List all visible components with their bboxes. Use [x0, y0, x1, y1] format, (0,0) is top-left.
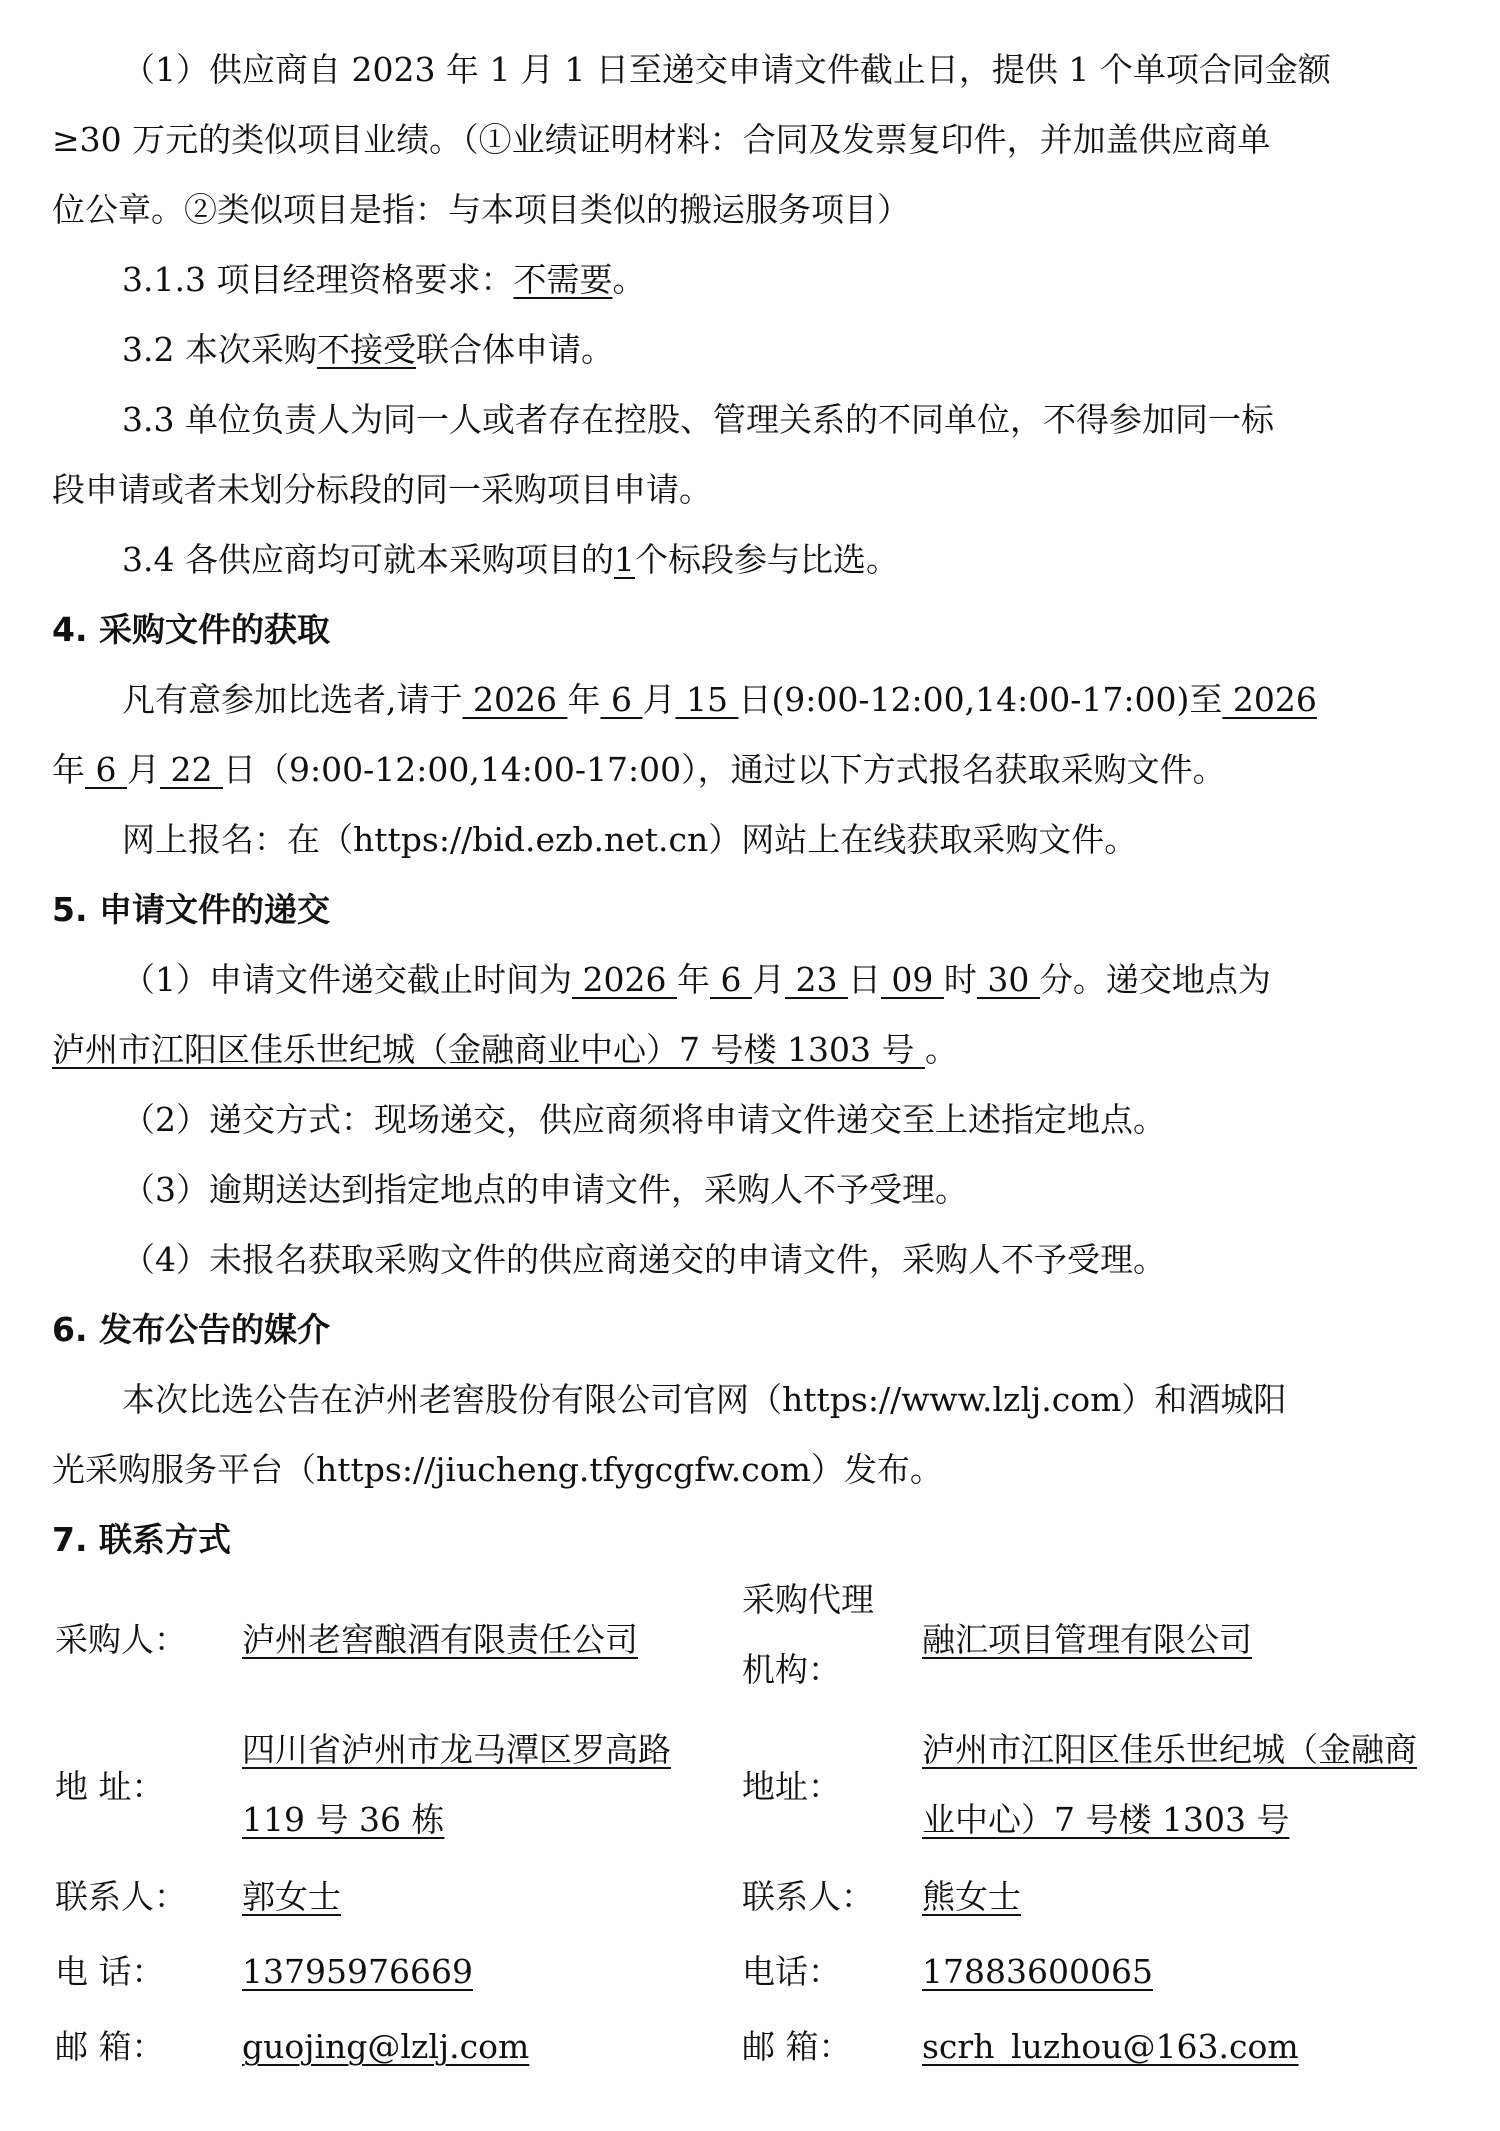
clause-3-2-value: 不接受 — [316, 330, 416, 369]
buyer-email-label: 邮 箱： — [55, 2027, 165, 2066]
agent-address-line-1: 泸州市江阳区佳乐世纪城（金融商 — [922, 1730, 1417, 1769]
start-day: 15 — [675, 680, 739, 719]
month-char: 月 — [642, 680, 676, 719]
agent-phone: 17883600065 — [922, 1952, 1153, 1991]
buyer-address-line-2: 119 号 36 栋 — [242, 1800, 445, 1839]
end-day: 22 — [159, 750, 223, 789]
qualification-paragraph-line-2: ≥30 万元的类似项目业绩。（①业绩证明材料：合同及发票复印件，并加盖供应商单 — [52, 120, 1271, 159]
deadline-hour: 09 — [880, 960, 944, 999]
section-6-heading: 6. 发布公告的媒介 — [52, 1310, 330, 1349]
buyer-address-line-1: 四川省泸州市龙马潭区罗高路 — [242, 1730, 671, 1769]
clause-3-1-3-text: 3.1.3 项目经理资格要求： — [122, 260, 514, 299]
acquisition-period-line-1 — [122, 678, 1317, 722]
clause-3-3-line-2: 段申请或者未划分标段的同一采购项目申请。 — [52, 470, 712, 509]
deadline-minute: 30 — [976, 960, 1040, 999]
deadline-intro: （1）申请文件递交截止时间为 — [122, 960, 572, 999]
buyer-name: 泸州老窖酿酒有限责任公司 — [242, 1620, 638, 1659]
deadline-year-char: 年 — [676, 960, 710, 999]
agent-address-line-2: 业中心）7 号楼 1303 号 — [922, 1800, 1290, 1839]
agent-email-label: 邮 箱： — [742, 2027, 852, 2066]
start-year: 2026 — [462, 680, 568, 719]
agent-label-line-1: 采购代理 — [742, 1580, 874, 1619]
year-char: 年 — [567, 680, 601, 719]
buyer-phone-label: 电 话： — [55, 1952, 165, 1991]
online-registration: 网上报名：在（https://bid.ezb.net.cn）网站上在线获取采购文件。 — [122, 820, 1138, 859]
end-time-range: 日（9:00-12:00,14:00-17:00），通过以下方式报名获取采购文件。 — [222, 750, 1226, 789]
agent-contact-label: 联系人： — [742, 1877, 874, 1916]
agent-name: 融汇项目管理有限公司 — [922, 1620, 1252, 1659]
buyer-phone: 13795976669 — [242, 1952, 473, 1991]
agent-address-label: 地址： — [742, 1767, 841, 1806]
deadline-minute-char: 分。递交地点为 — [1039, 960, 1271, 999]
buyer-email: guojing@lzlj.com — [242, 2027, 530, 2066]
month-char-2: 月 — [126, 750, 160, 789]
clause-3-2-end: 联合体申请。 — [415, 330, 614, 369]
clause-3-1-3-value: 不需要 — [513, 260, 613, 299]
end-year: 2026 — [1222, 680, 1317, 719]
acquisition-intro: 凡有意参加比选者,请于 — [122, 680, 463, 719]
section-7-heading: 7. 联系方式 — [52, 1520, 231, 1559]
deadline-month-char: 月 — [751, 960, 785, 999]
clause-3-4-end: 个标段参与比选。 — [634, 540, 899, 579]
clause-3-3-line-1: 3.3 单位负责人为同一人或者存在控股、管理关系的不同单位，不得参加同一标 — [122, 400, 1274, 439]
deadline-line — [122, 958, 1271, 1002]
submission-address-end: 。 — [924, 1030, 958, 1069]
clause-3-4 — [122, 538, 899, 582]
deadline-month: 6 — [709, 960, 752, 999]
acquisition-period-line-2 — [52, 748, 1226, 792]
clause-3-1-3 — [122, 258, 645, 302]
clause-3-1-3-end: 。 — [612, 260, 646, 299]
buyer-contact-label: 联系人： — [55, 1877, 187, 1916]
deadline-hour-char: 时 — [943, 960, 977, 999]
end-month: 6 — [85, 750, 127, 789]
clause-3-4-value: 1 — [613, 540, 635, 579]
late-submission-note: （3）逾期送达到指定地点的申请文件，采购人不予受理。 — [122, 1170, 968, 1209]
submission-address-line — [52, 1028, 958, 1072]
section-4-heading: 4. 采购文件的获取 — [52, 610, 330, 649]
deadline-day: 23 — [784, 960, 848, 999]
media-line-1: 本次比选公告在泸州老窖股份有限公司官网（https://www.lzlj.com）和酒城阳 — [122, 1380, 1287, 1419]
unregistered-note: （4）未报名获取采购文件的供应商递交的申请文件，采购人不予受理。 — [122, 1240, 1166, 1279]
year-char-2: 年 — [52, 750, 85, 789]
agent-email: scrh_luzhou@163.com — [922, 2027, 1299, 2066]
submission-method: （2）递交方式：现场递交，供应商须将申请文件递交至上述指定地点。 — [122, 1100, 1166, 1139]
start-month: 6 — [600, 680, 643, 719]
clause-3-4-text: 3.4 各供应商均可就本采购项目的 — [122, 540, 614, 579]
buyer-label: 采购人： — [55, 1620, 187, 1659]
deadline-year: 2026 — [572, 960, 677, 999]
media-line-2: 光采购服务平台（https://jiucheng.tfygcgfw.com）发布。 — [52, 1450, 943, 1489]
qualification-paragraph-line-1: （1）供应商自 2023 年 1 月 1 日至递交申请文件截止日，提供 1 个单项合同金额 — [122, 50, 1331, 89]
start-time-range: 日(9:00-12:00,14:00-17:00)至 — [738, 680, 1223, 719]
buyer-contact: 郭女士 — [242, 1877, 341, 1916]
qualification-paragraph-line-3: 位公章。②类似项目是指：与本项目类似的搬运服务项目） — [52, 190, 910, 229]
submission-address: 泸州市江阳区佳乐世纪城（金融商业中心）7 号楼 1303 号 — [52, 1030, 925, 1069]
agent-contact: 熊女士 — [922, 1877, 1021, 1916]
buyer-address-label: 地 址： — [55, 1767, 165, 1806]
clause-3-2 — [122, 328, 614, 372]
agent-phone-label: 电话： — [742, 1952, 841, 1991]
agent-label-line-2: 机构： — [742, 1650, 841, 1689]
clause-3-2-text: 3.2 本次采购 — [122, 330, 317, 369]
section-5-heading: 5. 申请文件的递交 — [52, 890, 330, 929]
deadline-day-char: 日 — [847, 960, 881, 999]
